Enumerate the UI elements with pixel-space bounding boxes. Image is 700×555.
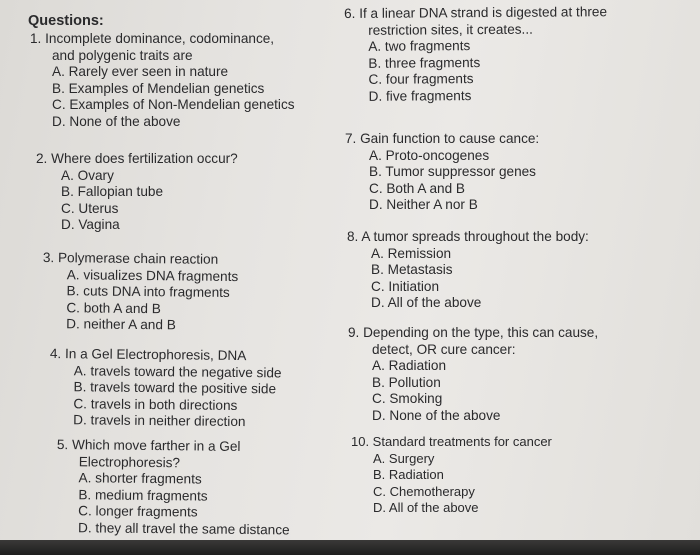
- question-6-option-d: D. five fragments: [368, 87, 472, 104]
- question-2-option-b: B. Fallopian tube: [61, 184, 164, 199]
- question-4-option-c: C. travels in both directions: [73, 395, 238, 413]
- question-5-text-line-2: Electrophoresis?: [78, 453, 181, 470]
- question-4-text: 4. In a Gel Electrophoresis, DNA: [49, 346, 247, 364]
- question-5-option-d: D. they all travel the same distance: [77, 519, 290, 537]
- question-4: [49, 346, 282, 431]
- question-7-option-d: D. Neither A nor B: [369, 197, 478, 212]
- question-6-option-b: B. three fragments: [368, 54, 481, 71]
- question-8-text: 8. A tumor spreads throughout the body:: [347, 229, 589, 244]
- question-8: [347, 229, 589, 312]
- question-5: [56, 437, 291, 538]
- question-7-text: 7. Gain function to cause cance:: [345, 131, 540, 146]
- question-5-option-b: B. medium fragments: [78, 486, 208, 504]
- question-1-option-a: A. Rarely ever seen in nature: [52, 64, 229, 79]
- question-10-option-b: B. Radiation: [373, 467, 444, 482]
- question-8-option-c: C. Initiation: [371, 278, 440, 294]
- question-7-option-b: B. Tumor suppressor genes: [369, 164, 536, 179]
- question-1-option-b: B. Examples of Mendelian genetics: [52, 80, 265, 96]
- question-9-text-line-1: 9. Depending on the type, this can cause,: [348, 325, 599, 340]
- question-2-option-d: D. Vagina: [61, 217, 120, 232]
- question-3: [42, 250, 238, 335]
- question-10: [351, 434, 552, 517]
- question-4-option-d: D. travels in neither direction: [73, 412, 246, 430]
- question-1-text-line-2: and polygenic traits are: [52, 47, 193, 63]
- question-9-option-c: C. Smoking: [372, 391, 443, 406]
- question-6-text-line-2: restriction sites, it creates...: [368, 21, 533, 38]
- question-9: [348, 325, 598, 424]
- question-3-text: 3. Polymerase chain reaction: [42, 250, 219, 267]
- question-2-text: 2. Where does fertilization occur?: [36, 151, 238, 166]
- question-2: [36, 151, 238, 234]
- question-10-option-c: C. Chemotherapy: [373, 483, 475, 499]
- question-5-option-c: C. longer fragments: [78, 503, 198, 520]
- question-1-option-c: C. Examples of Non-Mendelian genetics: [52, 97, 295, 112]
- question-4-option-a: A. travels toward the negative side: [73, 362, 282, 380]
- question-6-option-a: A. two fragments: [368, 38, 471, 54]
- question-3-option-d: D. neither A and B: [66, 316, 176, 333]
- question-2-option-a: A. Ovary: [61, 167, 114, 183]
- question-3-option-c: C. both A and B: [66, 299, 161, 316]
- question-1-text-line-1: 1. Incomplete dominance, codominance,: [30, 31, 275, 46]
- question-7: [345, 131, 539, 214]
- question-2-option-c: C. Uterus: [61, 200, 119, 216]
- question-9-option-b: B. Pollution: [372, 374, 441, 390]
- question-9-option-a: A. Radiation: [372, 358, 447, 373]
- question-8-option-a: A. Remission: [371, 245, 452, 261]
- question-7-option-c: C. Both A and B: [369, 180, 465, 196]
- question-7-option-a: A. Proto-oncogenes: [369, 147, 490, 163]
- question-8-option-d: D. All of the above: [371, 295, 482, 310]
- question-3-option-a: A. visualizes DNA fragments: [66, 266, 239, 284]
- question-3-option-b: B. cuts DNA into fragments: [66, 283, 230, 300]
- question-6: [344, 4, 608, 105]
- question-8-option-b: B. Metastasis: [371, 262, 453, 277]
- question-1: [30, 31, 295, 130]
- question-10-option-a: A. Surgery: [373, 450, 435, 466]
- question-1-option-d: D. None of the above: [52, 113, 181, 129]
- question-6-option-c: C. four fragments: [368, 71, 474, 87]
- question-10-option-d: D. All of the above: [373, 500, 479, 515]
- photo-bottom-edge: [0, 540, 700, 555]
- page-heading: Questions:: [28, 13, 104, 29]
- question-4-option-b: B. travels toward the positive side: [73, 379, 277, 397]
- question-5-text-line-1: 5. Which move farther in a Gel: [56, 437, 241, 454]
- question-9-text-line-2: detect, OR cure cancer:: [372, 341, 516, 357]
- question-9-option-d: D. None of the above: [372, 407, 501, 423]
- question-10-text: 10. Standard treatments for cancer: [351, 434, 552, 449]
- question-6-text-line-1: 6. If a linear DNA strand is digested at three: [344, 4, 608, 21]
- question-5-option-a: A. shorter fragments: [78, 470, 202, 487]
